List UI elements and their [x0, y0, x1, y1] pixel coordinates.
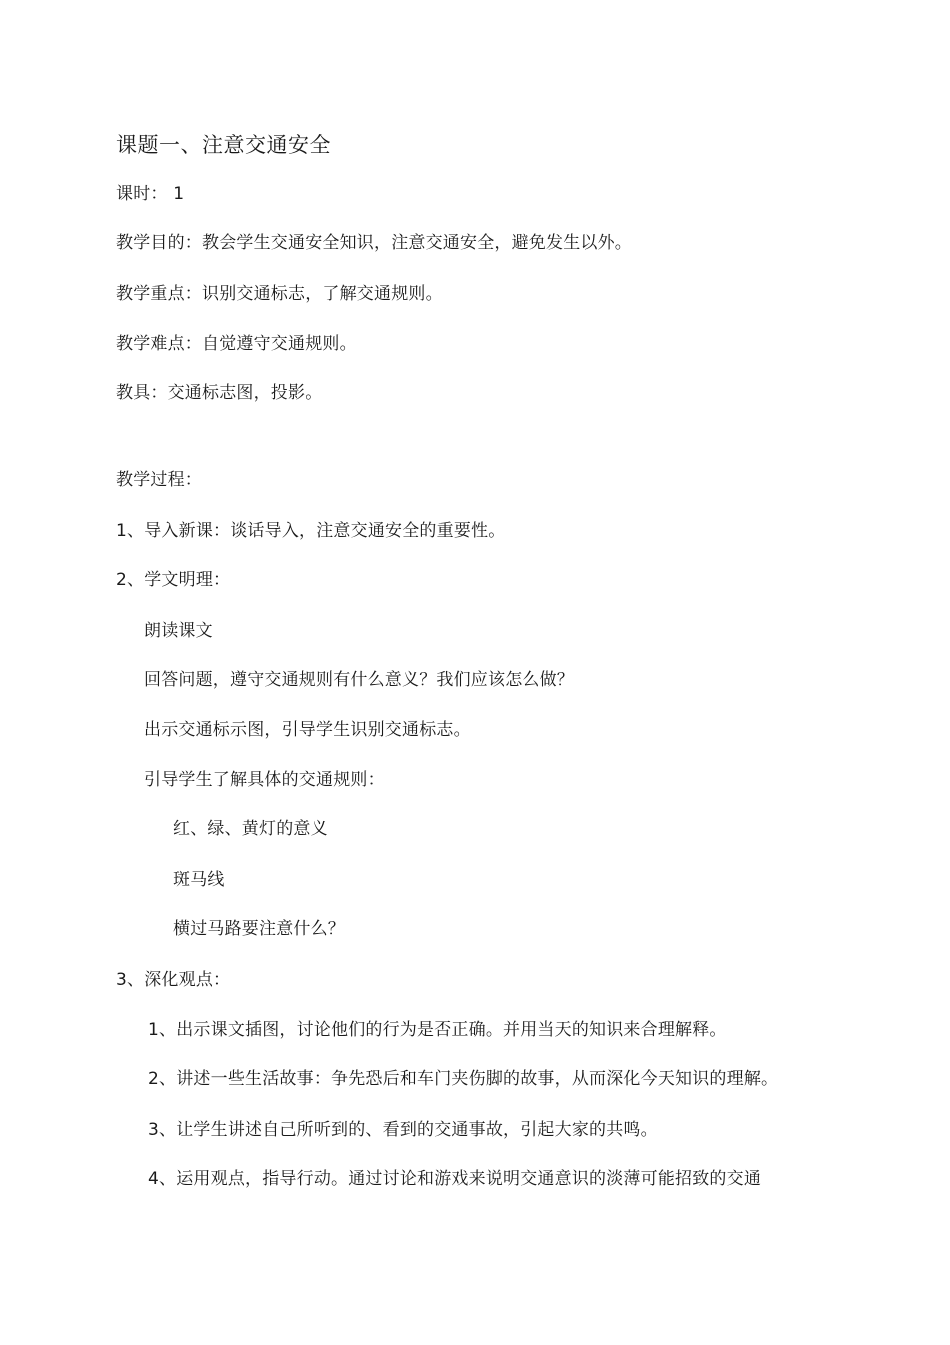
traffic-rule-sub-item: 红、绿、黄灯的意义 — [173, 819, 328, 839]
step-2-item: 出示交通标示图，引导学生识别交通标志。 — [144, 720, 471, 740]
step-3-item: 3、让学生讲述自己所听到的、看到的交通事故，引起大家的共鸣。 — [148, 1120, 658, 1140]
document-title: 课题一、注意交通安全 — [116, 133, 331, 157]
step-3-heading: 3、深化观点： — [116, 970, 231, 990]
step-3-item: 1、出示课文插图，讨论他们的行为是否正确。并用当天的知识来合理解释。 — [148, 1020, 727, 1040]
teaching-focus-line: 教学重点：识别交通标志，了解交通规则。 — [116, 284, 443, 304]
step-2-item: 朗读课文 — [144, 621, 213, 641]
teaching-difficulty-line: 教学难点：自觉遵守交通规则。 — [116, 334, 357, 354]
teaching-objective-line: 教学目的：教会学生交通安全知识，注意交通安全，避免发生以外。 — [116, 233, 632, 253]
step-3-item: 4、运用观点，指导行动。通过讨论和游戏来说明交通意识的淡薄可能招致的交通 — [148, 1169, 762, 1189]
step-3-item: 2、讲述一些生活故事：争先恐后和车门夹伤脚的故事，从而深化今天知识的理解。 — [148, 1069, 779, 1089]
process-heading: 教学过程： — [116, 470, 202, 490]
class-hours-line: 课时： 1 — [116, 184, 185, 204]
step-2-item: 引导学生了解具体的交通规则： — [144, 770, 385, 790]
traffic-rule-sub-item: 斑马线 — [173, 870, 225, 890]
step-2-heading: 2、学文明理： — [116, 570, 231, 590]
step-2-item: 回答问题，遵守交通规则有什么意义？我们应该怎么做？ — [144, 670, 574, 690]
traffic-rule-sub-item: 横过马路要注意什么？ — [173, 919, 345, 939]
teaching-aids-line: 教具：交通标志图，投影。 — [116, 383, 323, 403]
step-1-line: 1、导入新课：谈话导入，注意交通安全的重要性。 — [116, 521, 506, 541]
